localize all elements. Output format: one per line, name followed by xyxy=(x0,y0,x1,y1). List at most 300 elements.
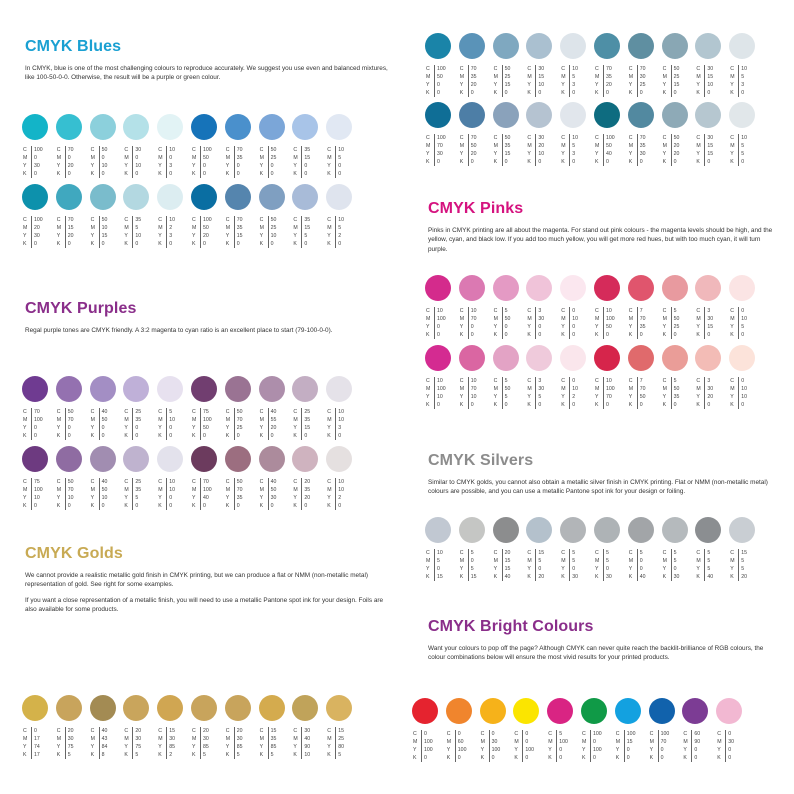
cmyk-number: 50 xyxy=(67,409,74,415)
cmyk-letter: C xyxy=(158,728,162,734)
cmyk-number: 5 xyxy=(437,558,440,564)
cmyk-letter: K xyxy=(124,503,128,509)
swatch-circle xyxy=(594,33,620,59)
color-swatch xyxy=(56,446,89,518)
cmyk-values xyxy=(459,549,492,589)
cmyk-number: 10 xyxy=(741,386,747,392)
swatch-circle xyxy=(560,275,586,301)
cmyk-letters xyxy=(595,377,599,409)
cmyk-letters xyxy=(730,65,734,97)
swatch-circle xyxy=(225,184,251,210)
cmyk-number: 0 xyxy=(626,747,630,753)
cmyk-number: 5 xyxy=(707,550,711,556)
cmyk-numbers xyxy=(31,408,43,440)
cmyk-letters xyxy=(327,146,331,178)
cmyk-number: 70 xyxy=(236,487,243,493)
cmyk-letter: M xyxy=(124,155,129,161)
cmyk-letter: M xyxy=(293,155,298,161)
cmyk-letter: M xyxy=(124,417,129,423)
swatch-circle xyxy=(682,698,708,724)
swatch-circle xyxy=(459,102,485,128)
cmyk-values xyxy=(649,730,682,770)
cmyk-letter: C xyxy=(459,135,464,141)
cmyk-number: 3 xyxy=(707,378,711,384)
cmyk-number: 0 xyxy=(338,241,342,247)
swatch-circle xyxy=(259,446,285,472)
color-swatch xyxy=(259,114,292,186)
cmyk-letter: K xyxy=(459,332,464,338)
cmyk-values xyxy=(425,307,458,347)
cmyk-number: 3 xyxy=(169,233,173,239)
cmyk-number: 0 xyxy=(101,425,105,431)
cmyk-number: 0 xyxy=(606,159,609,165)
cmyk-number: 15 xyxy=(504,82,511,88)
swatch-circle xyxy=(326,114,352,140)
cmyk-letter: Y xyxy=(426,82,430,88)
color-swatch xyxy=(493,275,526,347)
cmyk-number: 30 xyxy=(538,135,545,141)
cmyk-values xyxy=(225,216,258,256)
cmyk-number: 25 xyxy=(673,324,680,330)
cmyk-numbers xyxy=(468,307,477,339)
cmyk-letter: Y xyxy=(696,394,700,400)
cmyk-numbers xyxy=(200,727,209,759)
cmyk-number: 30 xyxy=(437,151,443,157)
cmyk-number: 0 xyxy=(169,155,173,161)
cmyk-letter: Y xyxy=(225,744,230,750)
cmyk-number: 0 xyxy=(741,332,745,338)
cmyk-letters xyxy=(514,730,518,762)
swatch-circle xyxy=(493,517,519,543)
cmyk-letter: K xyxy=(628,402,633,408)
cmyk-letter: Y xyxy=(124,233,128,239)
cmyk-number: 0 xyxy=(572,402,576,408)
cmyk-letter: M xyxy=(259,155,264,161)
cmyk-number: 30 xyxy=(67,736,74,742)
cmyk-number: 5 xyxy=(606,558,609,564)
cmyk-values xyxy=(695,549,728,589)
cmyk-letter: K xyxy=(595,332,599,338)
cmyk-values xyxy=(695,377,728,417)
cmyk-letter: Y xyxy=(730,82,734,88)
cmyk-letter: M xyxy=(459,386,465,392)
cmyk-number: 0 xyxy=(34,728,37,734)
cmyk-number: 10 xyxy=(470,308,477,314)
cmyk-letters xyxy=(730,549,734,581)
cmyk-letter: M xyxy=(514,739,519,745)
cmyk-number: 0 xyxy=(660,755,664,761)
cmyk-number: 10 xyxy=(572,66,578,72)
cmyk-numbers xyxy=(166,146,175,178)
cmyk-letter: M xyxy=(561,74,566,80)
cmyk-letter: M xyxy=(459,316,465,322)
cmyk-numbers xyxy=(569,134,578,166)
cmyk-letter: K xyxy=(293,241,297,247)
cmyk-values xyxy=(628,377,661,417)
swatch-circle xyxy=(56,446,82,472)
cmyk-letter: M xyxy=(158,417,163,423)
swatch-circle xyxy=(292,114,318,140)
blues-section xyxy=(25,38,395,83)
cmyk-values xyxy=(22,408,55,448)
cmyk-numbers xyxy=(99,478,108,510)
cmyk-letter: C xyxy=(124,728,129,734)
cmyk-letter: Y xyxy=(259,744,264,750)
cmyk-letter: C xyxy=(696,378,701,384)
cmyk-number: 10 xyxy=(101,225,108,231)
cmyk-letter: C xyxy=(561,135,565,141)
swatch-circle xyxy=(292,184,318,210)
cmyk-letter: M xyxy=(662,74,667,80)
cmyk-number: 5 xyxy=(169,409,173,415)
cmyk-letter: K xyxy=(259,241,264,247)
cmyk-letter: M xyxy=(493,143,498,149)
cmyk-letter: M xyxy=(480,739,485,745)
color-swatch xyxy=(446,698,479,770)
cmyk-letter: M xyxy=(23,417,28,423)
cmyk-letter: M xyxy=(23,225,28,231)
cmyk-number: 5 xyxy=(236,752,240,758)
cmyk-numbers xyxy=(704,377,713,409)
cmyk-letter: M xyxy=(158,487,163,493)
cmyk-number: 0 xyxy=(504,332,508,338)
color-swatch xyxy=(628,517,661,589)
cmyk-letter: M xyxy=(649,739,654,745)
cmyk-letter: M xyxy=(730,386,735,392)
swatch-circle xyxy=(292,376,318,402)
color-swatch xyxy=(729,345,762,417)
swatch-circle xyxy=(191,695,217,721)
cmyk-letters xyxy=(561,549,565,581)
cmyk-letter: K xyxy=(327,171,331,177)
cmyk-letter: C xyxy=(90,217,95,223)
cmyk-number: 0 xyxy=(304,503,308,509)
swatch-circle xyxy=(22,695,48,721)
color-swatch xyxy=(425,102,458,174)
cmyk-letter: Y xyxy=(493,566,498,572)
cmyk-letters xyxy=(57,146,61,178)
cmyk-values xyxy=(695,307,728,347)
cmyk-number: 0 xyxy=(504,402,508,408)
cmyk-letter: M xyxy=(158,155,163,161)
cmyk-numbers xyxy=(268,216,277,248)
cmyk-number: 15 xyxy=(169,728,175,734)
cmyk-values xyxy=(560,377,593,417)
cmyk-letter: K xyxy=(192,241,196,247)
cmyk-values xyxy=(56,408,89,448)
cmyk-numbers xyxy=(99,408,108,440)
cmyk-number: 75 xyxy=(203,409,209,415)
cmyk-letters xyxy=(158,216,162,248)
cmyk-letter: Y xyxy=(426,151,430,157)
cmyk-values xyxy=(526,134,559,174)
cmyk-number: 8 xyxy=(101,752,105,758)
cmyk-number: 5 xyxy=(504,378,508,384)
cmyk-values xyxy=(480,730,513,770)
cmyk-letter: M xyxy=(225,417,231,423)
cmyk-number: 0 xyxy=(673,566,677,572)
cmyk-letters xyxy=(226,408,230,440)
cmyk-values xyxy=(446,730,479,770)
cmyk-values xyxy=(594,65,627,105)
cmyk-letters xyxy=(494,65,498,97)
color-swatch xyxy=(729,102,762,174)
cmyk-letter: C xyxy=(561,308,565,314)
cmyk-letter: C xyxy=(259,479,264,485)
cmyk-number: 0 xyxy=(673,159,677,165)
cmyk-number: 5 xyxy=(338,155,342,161)
cmyk-values xyxy=(90,146,123,186)
cmyk-numbers xyxy=(31,727,40,759)
cmyk-number: 0 xyxy=(203,433,206,439)
cmyk-letter: C xyxy=(595,308,599,314)
cmyk-number: 100 xyxy=(525,747,535,753)
cmyk-letter: C xyxy=(730,135,734,141)
cmyk-number: 50 xyxy=(203,425,209,431)
cmyk-letters xyxy=(494,377,498,409)
cmyk-letters xyxy=(260,408,264,440)
cmyk-letter: K xyxy=(56,241,61,247)
cmyk-number: 100 xyxy=(437,66,446,72)
cmyk-letters xyxy=(696,377,700,409)
cmyk-letter: M xyxy=(446,739,452,745)
cmyk-letter: C xyxy=(662,308,667,314)
color-swatch xyxy=(292,184,325,256)
cmyk-numbers xyxy=(65,478,74,510)
cmyk-number: 20 xyxy=(538,574,545,580)
cmyk-number: 15 xyxy=(707,151,714,157)
cmyk-number: 20 xyxy=(203,728,209,734)
cmyk-number: 20 xyxy=(504,550,511,556)
cmyk-letters xyxy=(192,408,196,440)
swatch-circle xyxy=(259,695,285,721)
swatch-circle xyxy=(662,517,688,543)
cmyk-number: 15 xyxy=(504,151,511,157)
cmyk-number: 100 xyxy=(424,739,433,745)
color-swatch xyxy=(526,102,559,174)
color-swatch xyxy=(459,33,492,105)
cmyk-letter: C xyxy=(225,409,230,415)
cmyk-number: 55 xyxy=(270,417,277,423)
color-swatch xyxy=(56,376,89,448)
cmyk-letters xyxy=(23,408,27,440)
cmyk-number: 0 xyxy=(304,171,308,177)
cmyk-letter: Y xyxy=(192,495,196,501)
golds-description-2: If you want a close representation of a metallic finish, you will need to use a metallic Pantone spot ink for your design. Foils are also available for some products. xyxy=(25,596,384,614)
cmyk-letter: M xyxy=(23,155,28,161)
cmyk-letter: Y xyxy=(628,82,633,88)
swatch-circle xyxy=(123,376,149,402)
cmyk-values xyxy=(662,65,695,105)
cmyk-letter: C xyxy=(192,479,196,485)
cmyk-numbers xyxy=(468,549,477,581)
cmyk-letter: M xyxy=(426,74,431,80)
cmyk-letter: K xyxy=(662,402,667,408)
cmyk-number: 0 xyxy=(304,241,308,247)
cmyk-letter: C xyxy=(730,378,734,384)
color-swatch xyxy=(662,517,695,589)
cmyk-letter: Y xyxy=(192,425,196,431)
cmyk-letter: C xyxy=(23,728,27,734)
cmyk-letter: Y xyxy=(327,495,331,501)
cmyk-number: 5 xyxy=(606,550,609,556)
swatch-circle xyxy=(90,446,116,472)
color-swatch xyxy=(90,376,123,448)
cmyk-letter: C xyxy=(595,550,599,556)
cmyk-number: 70 xyxy=(470,316,477,322)
cmyk-number: 35 xyxy=(236,155,243,161)
color-swatch xyxy=(594,102,627,174)
cmyk-number: 10 xyxy=(101,495,108,501)
cmyk-number: 7 xyxy=(639,378,643,384)
cmyk-letter: Y xyxy=(293,163,297,169)
cmyk-number: 15 xyxy=(538,550,545,556)
cmyk-letter: M xyxy=(90,417,95,423)
cmyk-letters xyxy=(629,549,633,581)
cmyk-values xyxy=(526,549,559,589)
cmyk-letter: M xyxy=(192,487,197,493)
cmyk-values xyxy=(56,727,89,767)
swatch-circle xyxy=(123,446,149,472)
swatch-circle xyxy=(157,695,183,721)
cmyk-letters xyxy=(91,478,95,510)
color-swatch xyxy=(90,695,123,767)
cmyk-letter: Y xyxy=(730,394,734,400)
color-swatch xyxy=(729,275,762,347)
cmyk-letter: Y xyxy=(514,747,518,753)
purples-section xyxy=(25,300,395,335)
cmyk-number: 30 xyxy=(728,739,734,745)
cmyk-letter: M xyxy=(459,558,465,564)
cmyk-letter: M xyxy=(56,487,62,493)
cmyk-letter: K xyxy=(158,433,162,439)
swatch-circle xyxy=(662,33,688,59)
cmyk-letter: M xyxy=(259,417,264,423)
cmyk-numbers xyxy=(738,549,747,581)
cmyk-numbers xyxy=(65,146,74,178)
cmyk-letter: C xyxy=(56,409,61,415)
cmyk-letter: K xyxy=(327,503,331,509)
cmyk-numbers xyxy=(434,134,446,166)
cmyk-number: 0 xyxy=(169,495,173,501)
cmyk-values xyxy=(191,146,224,186)
cmyk-letter: K xyxy=(459,574,464,580)
color-swatch xyxy=(493,345,526,417)
cmyk-letter: Y xyxy=(582,747,586,753)
cmyk-letter: M xyxy=(561,386,566,392)
cmyk-numbers xyxy=(234,216,243,248)
cmyk-numbers xyxy=(268,408,277,440)
cmyk-letter: Y xyxy=(561,82,565,88)
cmyk-values xyxy=(326,478,359,518)
cmyk-letter: Y xyxy=(225,233,230,239)
cmyk-letter: Y xyxy=(158,233,162,239)
golds-description-1: We cannot provide a realistic metallic gold finish in CMYK printing, but we can produce a flat or NMM (non-metallic metal) representation of gold. See right for some examples. xyxy=(25,572,368,589)
cmyk-letter: C xyxy=(493,550,498,556)
cmyk-letter: K xyxy=(527,402,531,408)
cmyk-letter: K xyxy=(527,90,531,96)
cmyk-numbers xyxy=(468,134,477,166)
cmyk-number: 0 xyxy=(169,503,173,509)
golds-section xyxy=(25,545,395,615)
cmyk-letter: M xyxy=(293,225,298,231)
cmyk-number: 15 xyxy=(304,225,311,231)
cmyk-letters xyxy=(327,478,331,510)
cmyk-letter: Y xyxy=(192,233,196,239)
cmyk-letter: K xyxy=(683,755,687,761)
cmyk-number: 70 xyxy=(67,217,74,223)
cmyk-numbers xyxy=(434,377,446,409)
cmyk-letters xyxy=(616,730,620,762)
cmyk-number: 25 xyxy=(304,409,311,415)
color-swatch xyxy=(123,446,156,518)
cmyk-number: 5 xyxy=(470,566,474,572)
cmyk-numbers xyxy=(624,730,636,762)
cmyk-number: 50 xyxy=(673,386,680,392)
cmyk-letter: K xyxy=(662,332,667,338)
cmyk-numbers xyxy=(704,549,713,581)
cmyk-letter: K xyxy=(628,90,633,96)
cmyk-number: 0 xyxy=(135,503,139,509)
cmyk-number: 10 xyxy=(741,316,747,322)
cmyk-values xyxy=(22,216,55,256)
cmyk-numbers xyxy=(569,307,578,339)
cmyk-letter: K xyxy=(124,752,128,758)
cmyk-letter: Y xyxy=(459,82,464,88)
cmyk-letters xyxy=(192,216,196,248)
cmyk-values xyxy=(90,408,123,448)
cmyk-letters xyxy=(124,478,128,510)
cmyk-values xyxy=(628,65,661,105)
cmyk-number: 0 xyxy=(572,332,576,338)
cmyk-letter: Y xyxy=(730,566,734,572)
cmyk-letter: M xyxy=(527,143,532,149)
cmyk-number: 5 xyxy=(741,558,745,564)
cmyk-number: 20 xyxy=(304,479,311,485)
color-swatch xyxy=(191,184,224,256)
cmyk-number: 5 xyxy=(203,752,206,758)
swatch-circle xyxy=(729,275,755,301)
cmyk-number: 0 xyxy=(169,433,173,439)
cmyk-letter: M xyxy=(730,558,735,564)
cmyk-letter: Y xyxy=(548,747,552,753)
cmyk-number: 5 xyxy=(135,752,139,758)
cmyk-number: 74 xyxy=(34,744,40,750)
cmyk-values xyxy=(594,549,627,589)
cmyk-values xyxy=(662,377,695,417)
cmyk-number: 85 xyxy=(236,744,243,750)
cmyk-values xyxy=(459,377,492,417)
cmyk-number: 70 xyxy=(639,386,646,392)
cmyk-letter: K xyxy=(158,752,162,758)
cmyk-number: 0 xyxy=(538,332,542,338)
cmyk-letter: M xyxy=(628,386,634,392)
cmyk-letter: K xyxy=(225,503,230,509)
cmyk-letter: M xyxy=(426,558,431,564)
cmyk-letter: C xyxy=(124,147,129,153)
swatch-circle xyxy=(56,184,82,210)
cmyk-values xyxy=(292,727,325,767)
cmyk-number: 0 xyxy=(491,731,495,737)
cmyk-letters xyxy=(226,146,230,178)
cmyk-letter: Y xyxy=(662,151,667,157)
color-swatch xyxy=(662,102,695,174)
cmyk-number: 0 xyxy=(67,171,71,177)
cmyk-letters xyxy=(226,727,230,759)
cmyk-number: 10 xyxy=(741,135,747,141)
cmyk-numbers xyxy=(671,549,680,581)
color-swatch xyxy=(729,517,762,589)
